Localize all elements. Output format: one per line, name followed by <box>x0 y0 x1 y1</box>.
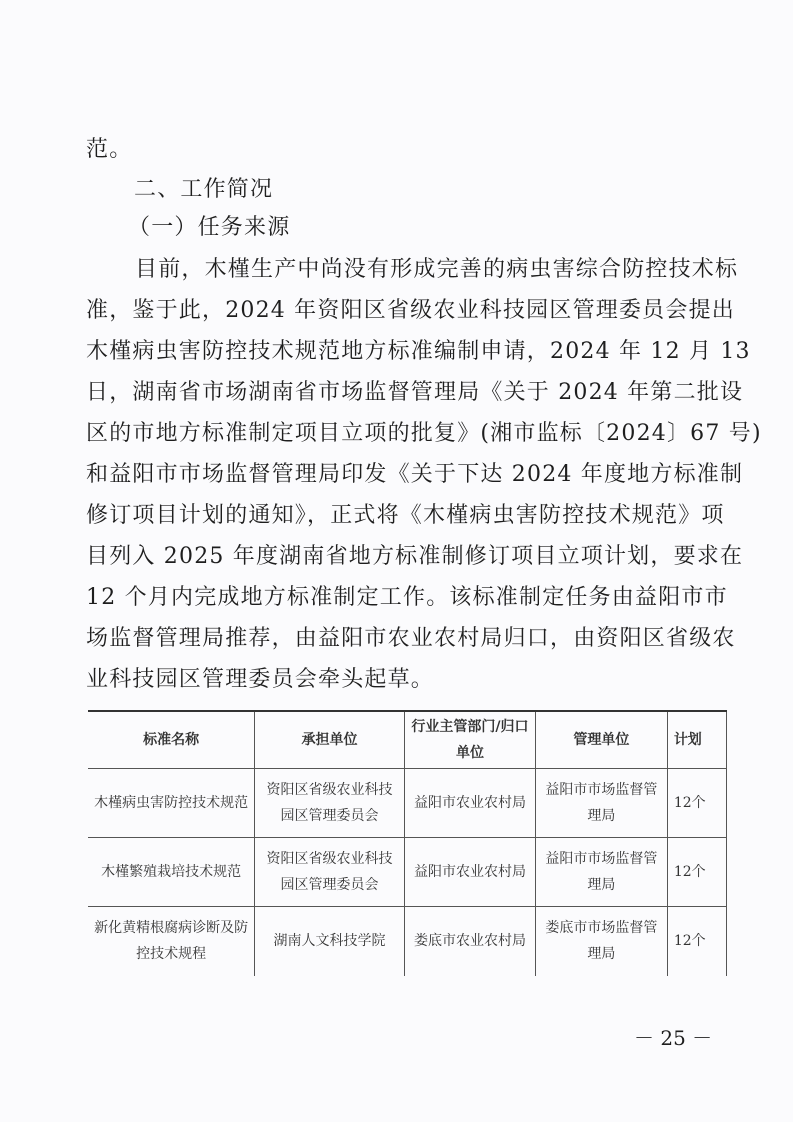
text-line: 场监督管理局推荐，由益阳市农业农村局归口，由资阳区省级农 <box>86 626 736 651</box>
text-line: 准，鉴于此，2024 年资阳区省级农业科技园区管理委员会提出 <box>86 298 735 323</box>
section-heading: 二、工作简况 <box>134 177 274 202</box>
cell: 娄底市农业农村局 <box>404 907 535 976</box>
cell: 资阳区省级农业科技园区管理委员会 <box>255 838 405 907</box>
text-line: 范。 <box>86 137 133 162</box>
table-row <box>88 907 727 976</box>
header-cell: 行业主管部门/归口单位 <box>404 711 535 769</box>
cell: 12个 <box>667 907 726 976</box>
header-cell: 计划 <box>667 711 726 769</box>
header-cell: 标准名称 <box>88 711 255 769</box>
cell: 益阳市农业农村局 <box>404 769 535 838</box>
text-line: 目列入 2025 年度湖南省地方标准制修订项目立项计划，要求在 <box>86 544 744 569</box>
header-cell: 管理单位 <box>536 711 668 769</box>
cell: 12个 <box>667 769 726 838</box>
text-line: 日，湖南省市场湖南省市场监督管理局《关于 2024 年第二批设 <box>86 380 744 405</box>
cell: 木槿繁殖栽培技术规范 <box>88 838 255 907</box>
text-line: 区的市地方标准制定项目立项的批复》(湘市监标〔2024〕67 号) <box>86 421 762 446</box>
cell: 12个 <box>667 838 726 907</box>
text-line: 目前，木槿生产中尚没有形成完善的病虫害综合防控技术标 <box>135 257 739 282</box>
text-line: 和益阳市市场监督管理局印发《关于下达 2024 年度地方标准制 <box>86 462 744 487</box>
text-line: 业科技园区管理委员会牵头起草。 <box>86 667 435 692</box>
cell: 益阳市农业农村局 <box>404 838 535 907</box>
table-header <box>88 711 727 769</box>
standards-table <box>88 710 727 976</box>
page-number: － 25 － <box>634 1026 713 1050</box>
cell: 湖南人文科技学院 <box>255 907 405 976</box>
text-line: 12 个月内完成地方标准制定工作。该标准制定任务由益阳市市 <box>86 585 728 610</box>
text-line: 修订项目计划的通知》，正式将《木槿病虫害防控技术规范》项 <box>86 503 725 528</box>
cell: 木槿病虫害防控技术规范 <box>88 769 255 838</box>
subsection-heading: （一）任务来源 <box>128 215 291 240</box>
text-line: 木槿病虫害防控技术规范地方标准编制申请，2024 年 12 月 13 <box>86 339 751 364</box>
header-cell: 承担单位 <box>255 711 405 769</box>
cell: 新化黄精根腐病诊断及防控技术规程 <box>88 907 255 976</box>
cell: 益阳市市场监督管理局 <box>536 769 668 838</box>
table-row <box>88 838 727 907</box>
cell: 益阳市市场监督管理局 <box>536 838 668 907</box>
cell: 娄底市市场监督管理局 <box>536 907 668 976</box>
cell: 资阳区省级农业科技园区管理委员会 <box>255 769 405 838</box>
table-row <box>88 769 727 838</box>
